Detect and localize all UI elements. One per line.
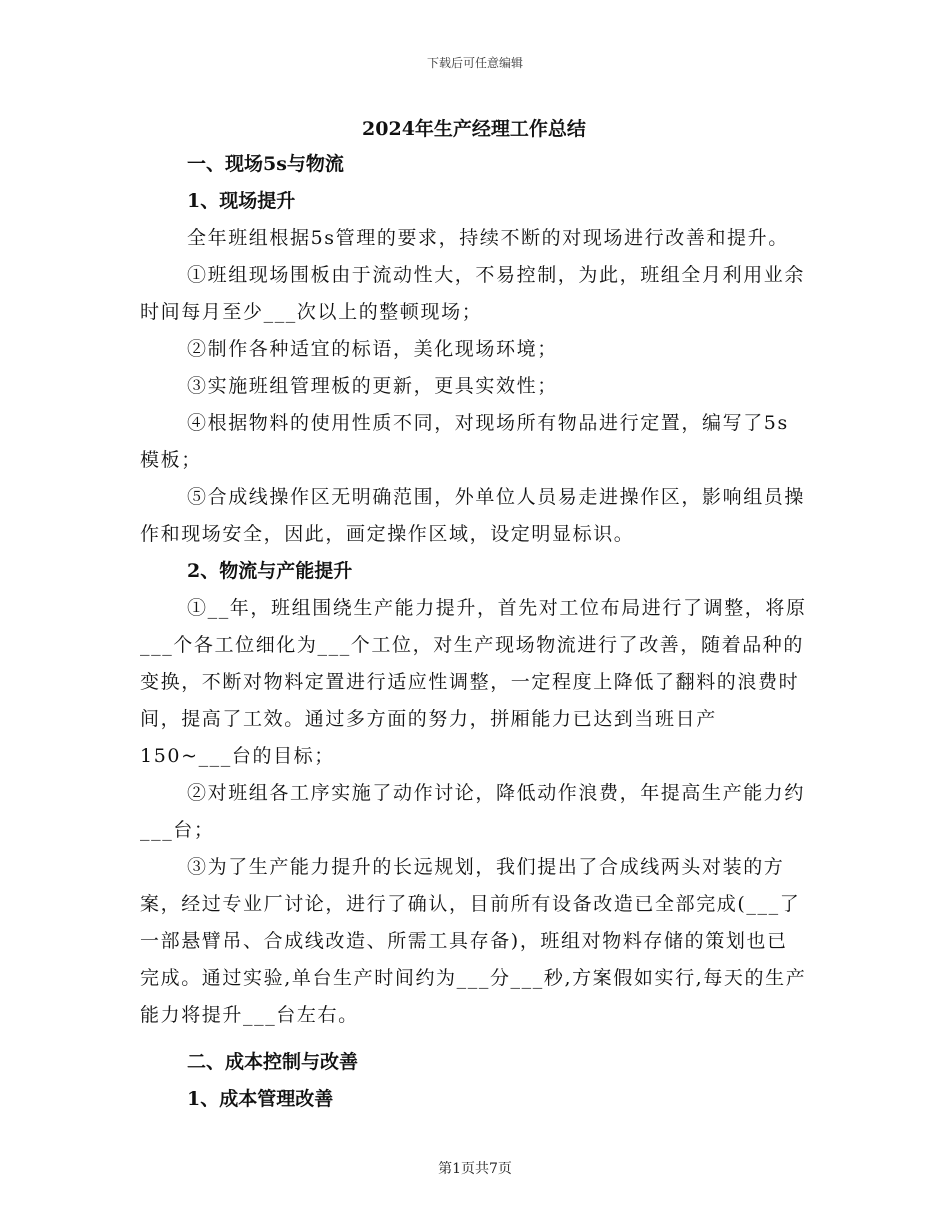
page-footer-number: 第1页共7页 (438, 1161, 512, 1177)
paragraph: ①班组现场围板由于流动性大，不易控制，为此，班组全月利用业余时间每月至少___次以上的整顿现场； (140, 264, 806, 323)
subsection-heading: 2、物流与产能提升 (187, 560, 353, 582)
paragraph: ③实施班组管理板的更新，更具实效性； (187, 375, 558, 397)
page-header-note: 下载后可任意编辑 (426, 56, 523, 70)
paragraph: ④根据物料的使用性质不同，对现场所有物品进行定置，编写了5s模板； (140, 412, 789, 471)
paragraph: ①__年，班组围绕生产能力提升，首先对工位布局进行了调整，将原___个各工位细化为___个工位，对生产现场物流进行了改善，随着品种的变换，不断对物料定置进行适应性调整，一定程度上降低了翻料的浪费时间，提高了工效。通过多方面的努力，拼厢能力已达到当班日产150~___台的目标； (140, 597, 807, 767)
document-body (140, 112, 808, 1118)
document-title: 2024年生产经理工作总结 (362, 118, 586, 140)
subsection-heading: 1、成本管理改善 (187, 1088, 334, 1110)
paragraph: ②对班组各工序实施了动作讨论，降低动作浪费，年提高生产能力约___台； (140, 782, 806, 841)
section-heading: 一、现场5s与物流 (187, 153, 344, 175)
paragraph: ⑤合成线操作区无明确范围，外单位人员易走进操作区，影响组员操作和现场安全，因此，画定操作区域，设定明显标识。 (140, 486, 806, 545)
subsection-heading: 1、现场提升 (187, 190, 296, 212)
section-heading: 二、成本控制与改善 (187, 1051, 359, 1073)
paragraph: ②制作各种适宜的标语，美化现场环境； (187, 338, 558, 360)
spacer (140, 1034, 808, 1044)
paragraph: ③为了生产能力提升的长远规划，我们提出了合成线两头对装的方案，经过专业厂讨论，进行了确认，目前所有设备改造已全部完成(___了一部悬臂吊、合成线改造、所需工具存备)，班组对物料存储的策划也已完成。通过实验,单台生产时间约为___分___秒,方案假如实行,每天的生产能力将提升___台左右。 (140, 856, 807, 1026)
paragraph: 全年班组根据5s管理的要求，持续不断的对现场进行改善和提升。 (187, 227, 789, 249)
